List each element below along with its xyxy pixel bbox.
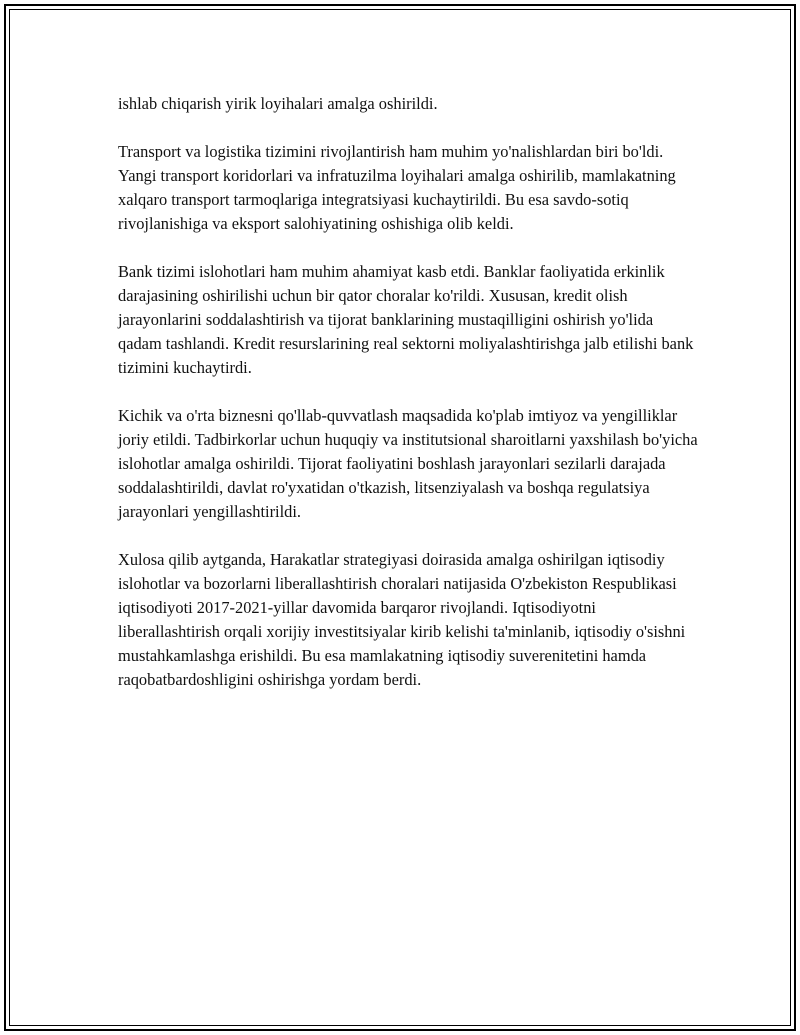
paragraph-1: ishlab chiqarish yirik loyihalari amalga oshirildi. — [118, 94, 438, 113]
document-body — [118, 92, 698, 716]
paragraph-4: Kichik va o'rta biznesni qo'llab-quvvatlash maqsadida ko'plab imtiyoz va yengilliklar joriy etildi. Tadbirkorlar uchun huquqiy va institutsional sharoitlarni yaxshilash bo'yicha islohotlar amalga oshirildi. Tijorat faoliyatini boshlash jarayonlari sezilarli darajada soddalashtirildi, davlat ro'yxatidan o'tkazish, litsenziyalash va boshqa regulatsiya jarayonlari yengillashtirildi. — [118, 406, 698, 521]
paragraph-2: Transport va logistika tizimini rivojlantirish ham muhim yo'nalishlardan biri bo'ldi. Yangi transport koridorlari va infratuzilma loyihalari amalga oshirilib, mamlakatning xalqaro transport tarmoqlariga integratsiyasi kuchaytirildi. Bu esa savdo-sotiq rivojlanishiga va eksport salohiyatining oshishiga olib keldi. — [118, 142, 676, 233]
paragraph-3: Bank tizimi islohotlari ham muhim ahamiyat kasb etdi. Banklar faoliyatida erkinlik darajasining oshirilishi uchun bir qator choralar ko'rildi. Xususan, kredit olish jarayonlarini soddalashtirish va tijorat banklarining mustaqilligini oshirish yo'lida qadam tashlandi. Kredit resurslarining real sektorni moliyalashtirishga jalb etilishi bank tizimini kuchaytirdi. — [118, 262, 694, 377]
paragraph-5: Xulosa qilib aytganda, Harakatlar strategiyasi doirasida amalga oshirilgan iqtisodiy islohotlar va bozorlarni liberallashtirish choralari natijasida O'zbekiston Respublikasi iqtisodiyoti 2017-2021-yillar davomida barqaror rivojlandi. Iqtisodiyotni liberallashtirish orqali xorijiy investitsiyalar kirib kelishi ta'minlanib, iqtisodiy o'sishni mustahkamlashga erishildi. Bu esa mamlakatning iqtisodiy suverenitetini hamda raqobatbardoshligini oshirishga yordam berdi. — [118, 550, 686, 689]
